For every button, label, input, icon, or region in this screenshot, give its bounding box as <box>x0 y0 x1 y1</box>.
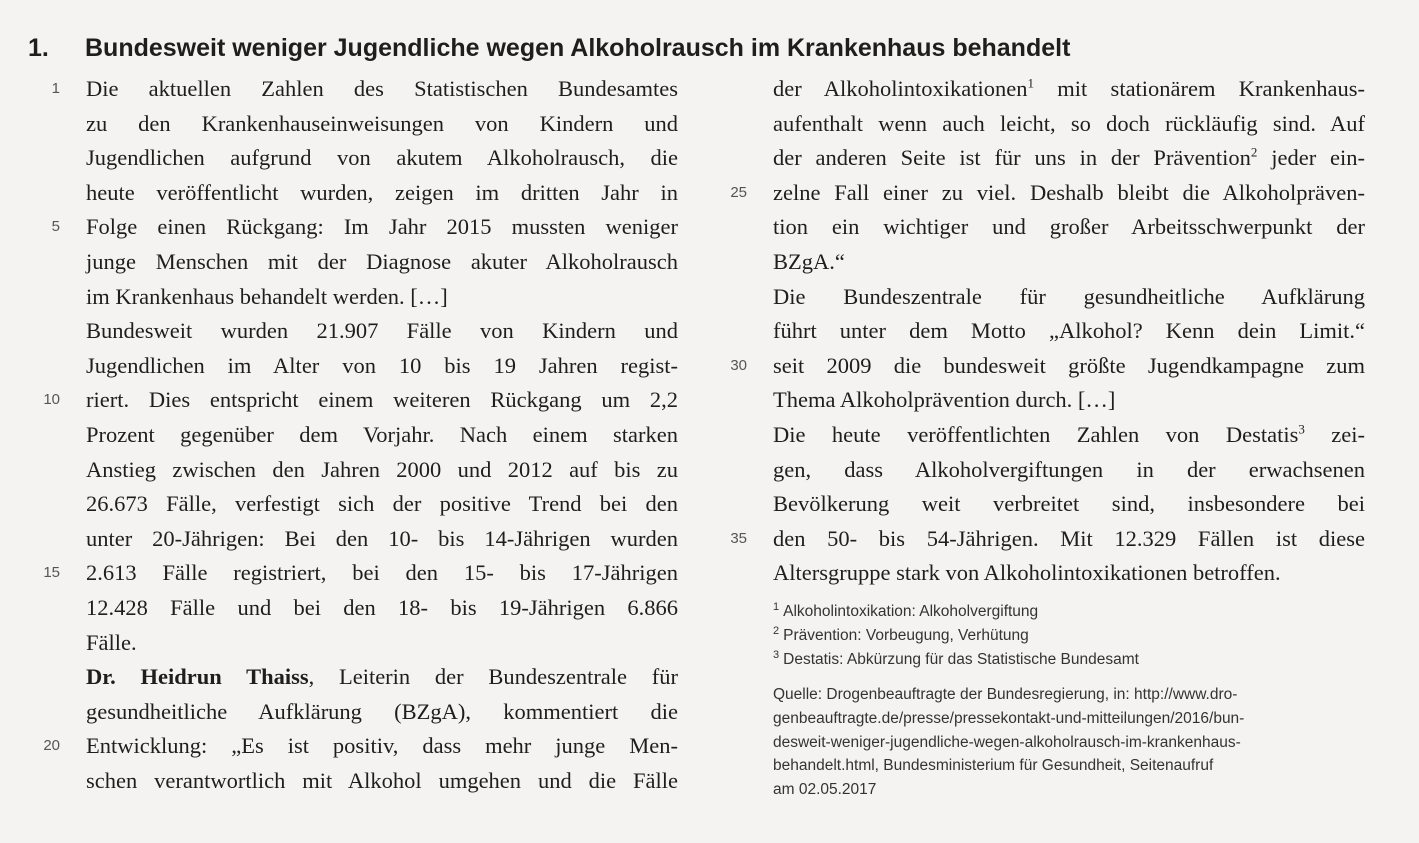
text-line <box>86 176 678 211</box>
text-line <box>86 107 678 142</box>
line-text: unter 20-Jährigen: Bei den 10- bis 14-Jährigen wurden <box>86 525 678 551</box>
line-text: , Leiterin der Bundeszentrale für <box>308 664 678 690</box>
line-number: 10 <box>43 391 60 409</box>
text-line <box>773 556 1365 591</box>
line-text: Prozent gegenüber dem Vorjahr. Nach einem starken <box>86 421 678 447</box>
text-line <box>773 314 1365 349</box>
line-text: gesundheitliche Aufklärung (BZgA), kommentiert die <box>86 698 678 724</box>
line-number: 25 <box>730 183 747 201</box>
line-text: im Krankenhaus behandelt werden. […] <box>86 283 448 309</box>
text-line <box>86 314 678 349</box>
text-line <box>773 141 1365 176</box>
line-text: Anstieg zwischen den Jahren 2000 und 2012 auf bis zu <box>86 456 678 482</box>
text-line <box>86 591 678 626</box>
footnote-item <box>773 648 1373 672</box>
author-name: Dr. Heidrun Thaiss <box>86 664 309 690</box>
text-line <box>51 210 678 245</box>
text-line <box>773 210 1365 245</box>
line-text: der anderen Seite ist für uns in der Prävention <box>773 145 1251 171</box>
line-text: Thema Alkoholprävention durch. […] <box>773 387 1116 413</box>
line-text: den 50- bis 54-Jährigen. Mit 12.329 Fällen ist diese <box>773 525 1365 551</box>
line-text: zu den Krankenhauseinweisungen von Kindern und <box>86 110 678 136</box>
line-text: der Alkoholintoxikationen <box>773 76 1028 101</box>
line-text: Die Bundeszentrale für gesundheitliche Aufklärung <box>773 283 1365 309</box>
source-citation <box>773 683 1368 802</box>
left-text-column <box>43 72 678 798</box>
line-text: Bevölkerung weit verbreitet sind, insbesondere bei <box>773 491 1365 517</box>
text-line <box>773 280 1365 315</box>
line-text: riert. Dies entspricht einem weiteren Rückgang um 2,2 <box>86 387 678 413</box>
text-line <box>86 522 678 557</box>
text-line <box>773 72 1365 107</box>
text-line <box>86 764 678 799</box>
line-text: Die aktuellen Zahlen des Statistischen Bundesamtes <box>86 76 678 101</box>
line-text: 12.428 Fälle und bei den 18- bis 19-Jährigen 6.866 <box>86 594 678 620</box>
line-text: Jugendlichen im Alter von 10 bis 19 Jahren regist- <box>86 352 678 378</box>
line-text: 2.613 Fälle registriert, bei den 15- bis 17-Jährigen <box>86 560 678 586</box>
text-line <box>773 245 1365 280</box>
text-line <box>43 729 678 764</box>
line-text: Altersgruppe stark von Alkoholintoxikationen betroffen. <box>773 560 1281 586</box>
line-text: gen, dass Alkoholvergiftungen in der erwachsenen <box>773 456 1365 482</box>
text-line <box>86 453 678 488</box>
text-line <box>51 72 678 107</box>
line-number: 15 <box>43 564 60 582</box>
footnote-text: Destatis: Abkürzung für das Statistische Bundesamt <box>783 651 1139 668</box>
line-text: zelne Fall einer zu viel. Deshalb bleibt die Alkoholpräven- <box>773 179 1365 205</box>
text-line <box>86 245 678 280</box>
source-line: genbeauftragte.de/presse/pressekontakt-und-mitteilungen/2016/bun- <box>773 709 1245 727</box>
line-text: BZgA.“ <box>773 248 845 274</box>
line-text: aufenthalt wenn auch leicht, so doch rückläufig sind. Auf <box>773 110 1365 136</box>
footnote-marker: 2 <box>1250 144 1258 160</box>
text-line <box>86 280 678 315</box>
text-line <box>730 349 1365 384</box>
source-line: desweit-weniger-jugendliche-wegen-alkoholrausch-im-krankenhaus- <box>773 733 1241 751</box>
line-text: Jugendlichen aufgrund von akutem Alkoholrausch, die <box>86 145 678 171</box>
article-heading <box>28 30 1408 66</box>
right-text-column <box>730 72 1366 591</box>
text-line <box>773 453 1365 488</box>
line-number: 5 <box>51 218 60 236</box>
line-text: Folge einen Rückgang: Im Jahr 2015 mussten weniger <box>86 214 678 240</box>
text-line <box>86 626 678 661</box>
line-text: schen verantwortlich mit Alkohol umgehen und die Fälle <box>86 767 678 793</box>
source-line: am 02.05.2017 <box>773 781 877 799</box>
footnote-text: Prävention: Vorbeugung, Verhütung <box>783 627 1029 644</box>
line-number: 30 <box>730 356 747 374</box>
line-text-continued: jeder ein- <box>1257 145 1366 171</box>
line-text: Die heute veröffentlichten Zahlen von Destatis <box>773 421 1299 447</box>
text-line <box>773 418 1365 453</box>
heading-number: 1. <box>28 34 49 62</box>
line-number: 20 <box>43 737 60 755</box>
line-text-continued: mit stationärem Krankenhaus- <box>1034 76 1365 101</box>
footnote-item <box>773 600 1373 624</box>
line-text: Entwicklung: „Es ist positiv, dass mehr junge Men- <box>86 733 678 759</box>
line-text: heute veröffentlicht wurden, zeigen im dritten Jahr in <box>86 179 678 205</box>
footnote-mark: 3 <box>773 648 780 661</box>
footnote-mark: 2 <box>773 624 780 637</box>
footnote-item <box>773 624 1373 648</box>
text-line <box>43 383 678 418</box>
source-line: Quelle: Drogenbeauftragte der Bundesregierung, in: http://www.dro- <box>773 686 1238 703</box>
footnotes <box>773 600 1373 672</box>
line-text: Bundesweit wurden 21.907 Fälle von Kindern und <box>86 318 678 344</box>
line-text: Fälle. <box>86 629 137 655</box>
line-text: seit 2009 die bundesweit größte Jugendkampagne zum <box>773 352 1365 378</box>
line-number: 35 <box>730 529 747 547</box>
line-text: tion ein wichtiger und großer Arbeitsschwerpunkt der <box>773 214 1365 240</box>
footnote-marker: 3 <box>1298 421 1305 437</box>
text-line <box>86 418 678 453</box>
text-line <box>86 487 678 522</box>
footnote-text: Alkoholintoxikation: Alkoholvergiftung <box>783 603 1039 620</box>
line-text: 26.673 Fälle, verfestigt sich der positive Trend bei den <box>86 491 678 517</box>
text-line <box>773 107 1365 142</box>
text-line <box>773 383 1365 418</box>
text-line <box>730 176 1365 211</box>
text-line <box>730 522 1365 557</box>
text-line <box>43 556 678 591</box>
text-line <box>773 487 1365 522</box>
text-line <box>86 141 678 176</box>
line-text-continued: zei- <box>1304 421 1365 447</box>
line-text: junge Menschen mit der Diagnose akuter Alkoholrausch <box>86 248 678 274</box>
text-line <box>86 349 678 384</box>
line-text: führt unter dem Motto „Alkohol? Kenn dein Limit.“ <box>773 318 1365 344</box>
text-line <box>86 660 678 695</box>
line-number: 1 <box>51 80 60 97</box>
source-line: behandelt.html, Bundesministerium für Gesundheit, Seitenaufruf <box>773 757 1214 775</box>
heading-title: Bundesweit weniger Jugendliche wegen Alkoholrausch im Krankenhaus behandelt <box>85 34 1071 62</box>
footnote-mark: 1 <box>773 600 780 613</box>
text-line <box>86 695 678 730</box>
footnote-marker: 1 <box>1027 75 1034 91</box>
